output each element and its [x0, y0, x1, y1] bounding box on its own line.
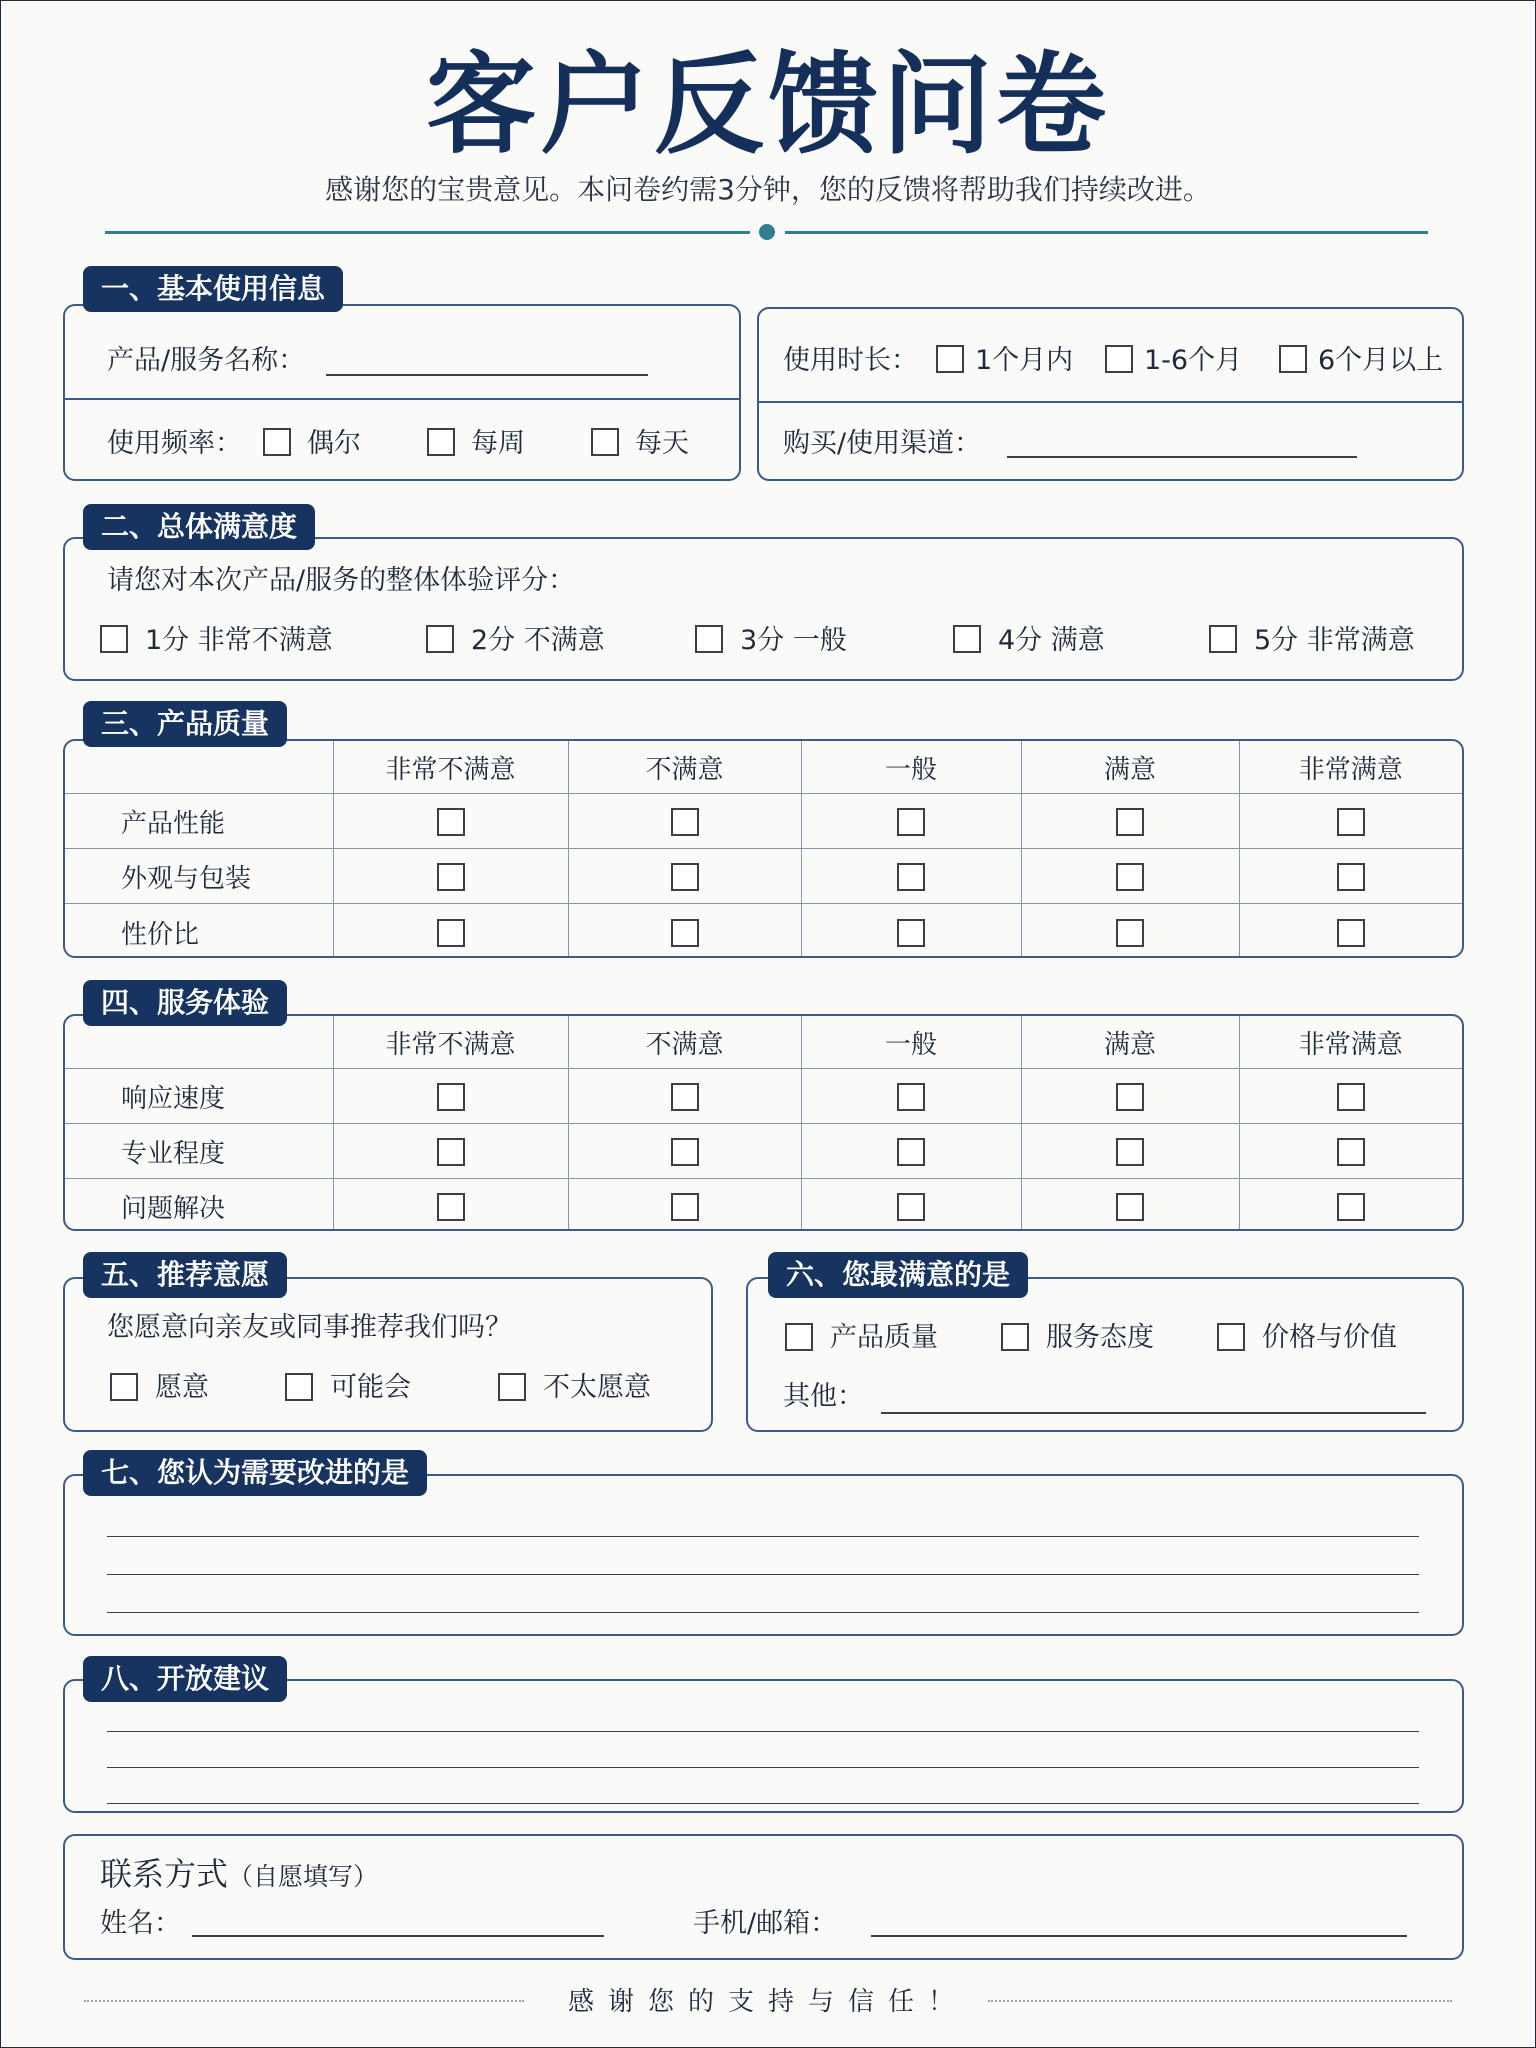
satisfied-option: 服务态度: [1046, 1322, 1154, 1353]
checkbox-recommend-maybe[interactable]: [285, 1373, 313, 1401]
checkbox-score-1[interactable]: [100, 625, 128, 653]
product-name-input[interactable]: [326, 374, 648, 376]
rating-checkbox[interactable]: [437, 863, 465, 891]
section-divider: [65, 398, 739, 400]
other-input[interactable]: [881, 1412, 1426, 1414]
satisfied-option: 价格与价值: [1262, 1322, 1397, 1353]
service-experience-table: [65, 1016, 1462, 1231]
divider-left: [105, 231, 750, 234]
rating-checkbox[interactable]: [1337, 808, 1365, 836]
divider-right: [785, 231, 1428, 234]
section-most-satisfied: [746, 1277, 1464, 1432]
row-label: 专业程度: [65, 1124, 333, 1179]
score-option: 5分 非常满意: [1254, 625, 1415, 656]
suggestion-input-line[interactable]: [107, 1731, 1419, 1732]
rating-checkbox[interactable]: [1337, 1083, 1365, 1111]
column-header: 非常不满意: [333, 1016, 568, 1069]
checkbox-satisfied-value[interactable]: [1217, 1323, 1245, 1351]
checkbox-recommend-unlikely[interactable]: [498, 1373, 526, 1401]
recommend-option: 不太愿意: [543, 1372, 651, 1403]
section-contact: [63, 1834, 1464, 1960]
row-label: 外观与包装: [65, 849, 333, 904]
section-service-experience: [63, 1014, 1464, 1231]
footer-thanks: 感谢您的支持与信任！: [567, 1987, 968, 2017]
other-label: 其他：: [783, 1381, 864, 1412]
rating-checkbox[interactable]: [897, 1083, 925, 1111]
section-basic-info-left: [63, 304, 741, 481]
rating-checkbox[interactable]: [437, 919, 465, 947]
column-header: 不满意: [568, 1016, 801, 1069]
section-tag-open-suggestions: 八、开放建议: [83, 1656, 287, 1702]
duration-label: 使用时长：: [783, 345, 918, 376]
checkbox-duration-6m-plus[interactable]: [1279, 345, 1307, 373]
checkbox-score-3[interactable]: [695, 625, 723, 653]
checkbox-score-2[interactable]: [426, 625, 454, 653]
checkbox-satisfied-service[interactable]: [1001, 1323, 1029, 1351]
score-option: 2分 不满意: [471, 625, 605, 656]
duration-option: 1-6个月: [1144, 345, 1243, 376]
section-divider: [759, 401, 1462, 403]
frequency-option: 偶尔: [307, 428, 361, 459]
rating-checkbox[interactable]: [897, 863, 925, 891]
rating-checkbox[interactable]: [897, 919, 925, 947]
recommend-option: 愿意: [155, 1372, 209, 1403]
rating-checkbox[interactable]: [1116, 1193, 1144, 1221]
contact-title: [100, 1851, 378, 1900]
row-label: 产品性能: [65, 794, 333, 849]
name-input[interactable]: [192, 1935, 604, 1937]
checkbox-frequency-daily[interactable]: [591, 428, 619, 456]
product-quality-table: [65, 741, 1462, 958]
rating-checkbox[interactable]: [671, 808, 699, 836]
rating-checkbox[interactable]: [671, 1083, 699, 1111]
column-header: 满意: [1021, 1016, 1239, 1069]
rating-checkbox[interactable]: [437, 1138, 465, 1166]
phone-email-label: 手机/邮箱：: [693, 1908, 838, 1939]
satisfied-option: 产品质量: [830, 1322, 938, 1353]
section-tag-recommendation: 五、推荐意愿: [83, 1252, 287, 1298]
satisfaction-question: 请您对本次产品/服务的整体体验评分：: [107, 565, 576, 596]
phone-email-input[interactable]: [871, 1935, 1407, 1937]
column-header: 非常不满意: [333, 741, 568, 794]
score-option: 1分 非常不满意: [145, 625, 333, 656]
rating-checkbox[interactable]: [897, 1193, 925, 1221]
contact-note: （自愿填写）: [228, 1862, 379, 1891]
rating-checkbox[interactable]: [437, 1083, 465, 1111]
rating-checkbox[interactable]: [1337, 863, 1365, 891]
column-header: 非常满意: [1239, 1016, 1462, 1069]
duration-option: 1个月内: [975, 345, 1074, 376]
column-header: 一般: [801, 741, 1021, 794]
rating-checkbox[interactable]: [671, 863, 699, 891]
frequency-option: 每周: [471, 428, 525, 459]
rating-checkbox[interactable]: [1337, 919, 1365, 947]
duration-option: 6个月以上: [1318, 345, 1444, 376]
checkbox-duration-1-6m[interactable]: [1105, 345, 1133, 373]
row-label: 响应速度: [65, 1069, 333, 1124]
table-row: [65, 1179, 1462, 1232]
rating-checkbox[interactable]: [1116, 1138, 1144, 1166]
column-header: 非常满意: [1239, 741, 1462, 794]
checkbox-recommend-yes[interactable]: [110, 1373, 138, 1401]
table-row: [65, 904, 1462, 959]
section-tag-most-satisfied: 六、您最满意的是: [768, 1252, 1028, 1298]
rating-checkbox[interactable]: [437, 1193, 465, 1221]
section-tag-overall-satisfaction: 二、总体满意度: [83, 504, 315, 550]
frequency-label: 使用频率：: [107, 428, 242, 459]
improvement-input-line[interactable]: [107, 1574, 1419, 1575]
section-overall-satisfaction: [63, 537, 1464, 681]
page-title: 客户反馈问卷: [426, 41, 1110, 169]
rating-checkbox[interactable]: [897, 1138, 925, 1166]
section-recommendation: [63, 1277, 713, 1432]
column-header: 一般: [801, 1016, 1021, 1069]
checkbox-satisfied-quality[interactable]: [785, 1323, 813, 1351]
rating-checkbox[interactable]: [1337, 1138, 1365, 1166]
recommend-question: 您愿意向亲友或同事推荐我们吗？: [107, 1312, 512, 1343]
row-label: 性价比: [65, 904, 333, 959]
section-improvements: [63, 1474, 1464, 1636]
table-row: [65, 1069, 1462, 1124]
channel-label: 购买/使用渠道：: [783, 428, 982, 459]
rating-checkbox[interactable]: [1116, 808, 1144, 836]
section-basic-info-right: [757, 307, 1464, 481]
rating-checkbox[interactable]: [1337, 1193, 1365, 1221]
rating-checkbox[interactable]: [671, 1193, 699, 1221]
checkbox-score-4[interactable]: [953, 625, 981, 653]
section-tag-service-experience: 四、服务体验: [83, 980, 287, 1026]
rating-checkbox[interactable]: [1116, 863, 1144, 891]
rating-checkbox[interactable]: [671, 919, 699, 947]
checkbox-frequency-weekly[interactable]: [427, 428, 455, 456]
table-row: [65, 794, 1462, 849]
section-product-quality: [63, 739, 1464, 958]
recommend-option: 可能会: [330, 1372, 411, 1403]
score-option: 4分 满意: [998, 625, 1105, 656]
improvement-input-line[interactable]: [107, 1536, 1419, 1537]
checkbox-score-5[interactable]: [1209, 625, 1237, 653]
frequency-option: 每天: [635, 428, 689, 459]
name-label: 姓名：: [100, 1908, 181, 1939]
checkbox-frequency-occasional[interactable]: [263, 428, 291, 456]
section-tag-improvements: 七、您认为需要改进的是: [83, 1450, 427, 1496]
row-label: 问题解决: [65, 1179, 333, 1232]
table-corner: [65, 741, 333, 794]
section-tag-product-quality: 三、产品质量: [83, 701, 287, 747]
divider-dot: [759, 224, 775, 240]
rating-checkbox[interactable]: [671, 1138, 699, 1166]
rating-checkbox[interactable]: [1116, 919, 1144, 947]
section-tag-basic-info: 一、基本使用信息: [83, 266, 343, 312]
rating-checkbox[interactable]: [1116, 1083, 1144, 1111]
channel-input[interactable]: [1007, 456, 1357, 458]
checkbox-duration-1m[interactable]: [936, 345, 964, 373]
suggestion-input-line[interactable]: [107, 1803, 1419, 1804]
product-name-label: 产品/服务名称：: [107, 345, 306, 376]
page-subtitle: 感谢您的宝贵意见。本问卷约需3分钟，您的反馈将帮助我们持续改进。: [325, 173, 1211, 206]
contact-title-text: 联系方式: [100, 1855, 229, 1893]
table-row: [65, 1124, 1462, 1179]
score-option: 3分 一般: [740, 625, 847, 656]
rating-checkbox[interactable]: [437, 808, 465, 836]
suggestion-input-line[interactable]: [107, 1767, 1419, 1768]
column-header: 满意: [1021, 741, 1239, 794]
table-row: [65, 849, 1462, 904]
column-header: 不满意: [568, 741, 801, 794]
improvement-input-line[interactable]: [107, 1612, 1419, 1613]
rating-checkbox[interactable]: [897, 808, 925, 836]
